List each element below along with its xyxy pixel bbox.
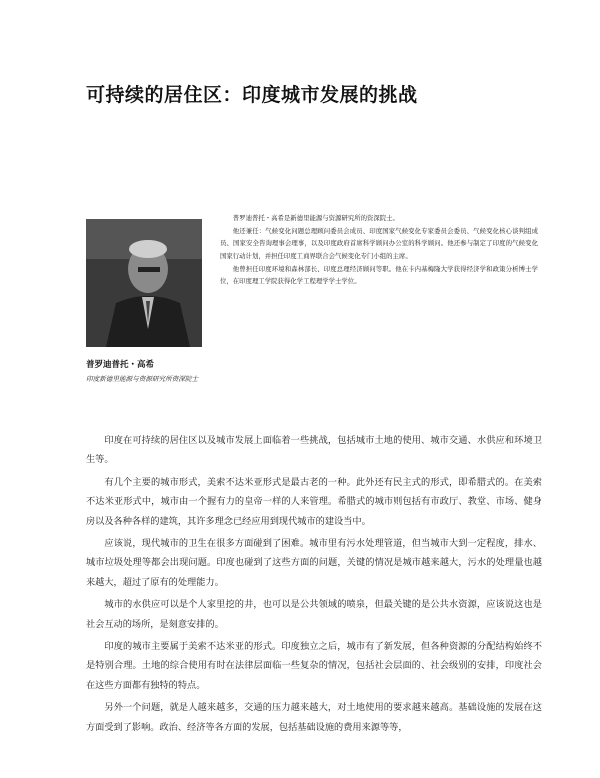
portrait-image: [86, 219, 202, 347]
bio-paragraph: 普罗迪普托・高希是新德里能源与资源研究所的资深院士。: [232, 214, 399, 222]
author-photo: [86, 219, 202, 347]
bio-paragraph: 他曾担任印度环境和森林部长、印度总理经济顾问等职。他在卡内基梅隆大学获得经济学和政策分析博士学位，在印度理工学院获得化学工程理学学士学位。: [220, 264, 538, 286]
author-name: 普罗迪普托・高希: [86, 360, 155, 370]
author-affiliation: 印度新德里能源与资源研究所资深院士: [86, 375, 199, 383]
body-paragraph: 印度在可持续的居住区以及城市发展上面临着一些挑战，包括城市土地的使用、城市交通、水供应和环境卫生等。: [86, 435, 542, 466]
article-title: 可持续的居住区：印度城市发展的挑战: [86, 84, 418, 106]
body-paragraph: 有几个主要的城市形式，美索不达米亚形式是最古老的一种。此外还有民主式的形式，即希腊式的。在美索不达米亚形式中，城市由一个握有力的皇帝一样的人来管理。希腊式的城市则包括有市政厅、教堂、市场、健身房以及各种各样的建筑，其许多理念已经应用到现代城市的建设当中。: [86, 476, 542, 527]
article-body: [86, 431, 542, 740]
body-paragraph: 印度的城市主要属于美索不达米亚的形式。印度独立之后，城市有了新发展，但各种资源的分配结构始终不是特别合理。土地的综合使用有时在法律层面临一些复杂的情况，包括社会层面的、社会级别的安排，印度社会在这些方面都有独特的特点。: [86, 641, 542, 691]
body-paragraph: 应该说，现代城市的卫生在很多方面碰到了困难。城市里有污水处理管道，但当城市大到一定程度，排水、城市垃圾处理等都会出现问题。印度也碰到了这些方面的问题，关键的情况是城市越来越大，污水的处理量也越来越大，超过了原有的处理能力。: [86, 538, 542, 588]
bio-paragraph: 他还兼任：气候变化问题总理顾问委员会成员、印度国家气候变化专家委员会委员、气候变化核心谈判组成员、国家安全咨询理事会理事，以及印度政府首席科学顾问办公室的科学顾问。他还参与制定了印度的气候变化国家行动计划，并担任印度工商界联合会气候变化专门小组的主席。: [220, 227, 538, 260]
author-bio: [220, 212, 538, 288]
body-paragraph: 另外一个问题，就是人越来越多，交通的压力越来越大，对土地使用的要求越来越高。基础设施的发展在这方面受到了影响。政治、经济等各方面的发展，包括基础设施的费用来源等等，: [86, 702, 542, 733]
body-paragraph: 城市的水供应可以是个人家里挖的井，也可以是公共领域的喷泉，但最关键的是公共水资源，应该说这也是社会互动的场所，是刻意安排的。: [86, 599, 542, 630]
